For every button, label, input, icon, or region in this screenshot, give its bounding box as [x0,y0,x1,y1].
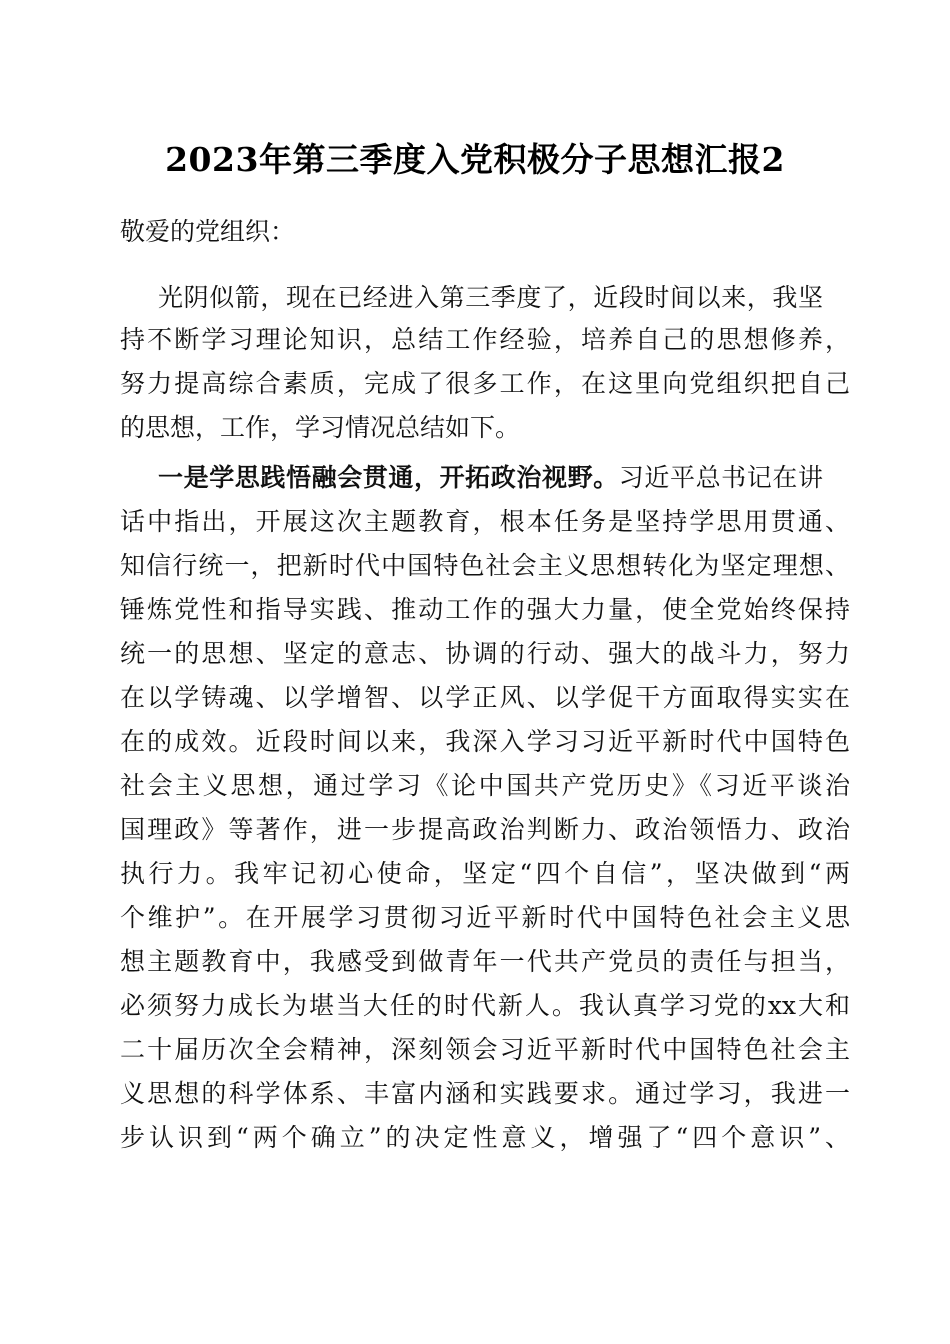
paragraph-line: 想主题教育中，我感受到做青年一代共产党员的责任与担当， [120,947,850,976]
paragraph-line: 锤炼党性和指导实践、推动工作的强大力量，使全党始终保持 [120,595,850,624]
paragraph-line: 话中指出，开展这次主题教育，根本任务是坚持学思用贯通、 [120,507,850,536]
paragraph-line: 的思想，工作，学习情况总结如下。 [120,413,521,442]
paragraph-lead-bold: 一是学思践悟融会贯通，开拓政治视野。 [158,463,619,492]
paragraph-line: 社会主义思想，通过学习《论中国共产党历史》《习近平谈治 [120,771,850,800]
paragraph-line: 持不断学习理论知识，总结工作经验，培养自己的思想修养， [120,325,850,354]
document-title: 2023年第三季度入党积极分子思想汇报2 [165,140,785,179]
paragraph-line: 知信行统一，把新时代中国特色社会主义思想转化为坚定理想、 [120,551,850,580]
paragraph-line: 光阴似箭，现在已经进入第三季度了，近段时间以来，我坚 [158,283,823,312]
paragraph-lead-line [158,460,823,496]
paragraph-line: 义思想的科学体系、丰富内涵和实践要求。通过学习，我进一 [120,1079,850,1108]
paragraph-line: 统一的思想、坚定的意志、协调的行动、强大的战斗力，努力 [120,639,850,668]
paragraph-line: 国理政》等著作，进一步提高政治判断力、政治领悟力、政治 [120,815,850,844]
salutation: 敬爱的党组织： [120,217,296,246]
paragraph-line: 步认识到“两个确立”的决定性意义，增强了“四个意识”、 [120,1123,850,1152]
paragraph-line: 二十届历次全会精神，深刻领会习近平新时代中国特色社会主 [120,1035,850,1064]
paragraph-line: 努力提高综合素质，完成了很多工作，在这里向党组织把自己 [120,369,850,398]
paragraph-line: 必须努力成长为堪当大任的时代新人。我认真学习党的xx大和 [120,991,850,1020]
paragraph-line: 在的成效。近段时间以来，我深入学习习近平新时代中国特色 [120,727,850,756]
paragraph-line: 执行力。我牢记初心使命，坚定“四个自信”，坚决做到“两 [120,859,850,888]
paragraph-lead-rest: 习近平总书记在讲 [618,463,823,492]
paragraph-line: 在以学铸魂、以学增智、以学正风、以学促干方面取得实实在 [120,683,850,712]
paragraph-line: 个维护”。在开展学习贯彻习近平新时代中国特色社会主义思 [120,903,850,932]
